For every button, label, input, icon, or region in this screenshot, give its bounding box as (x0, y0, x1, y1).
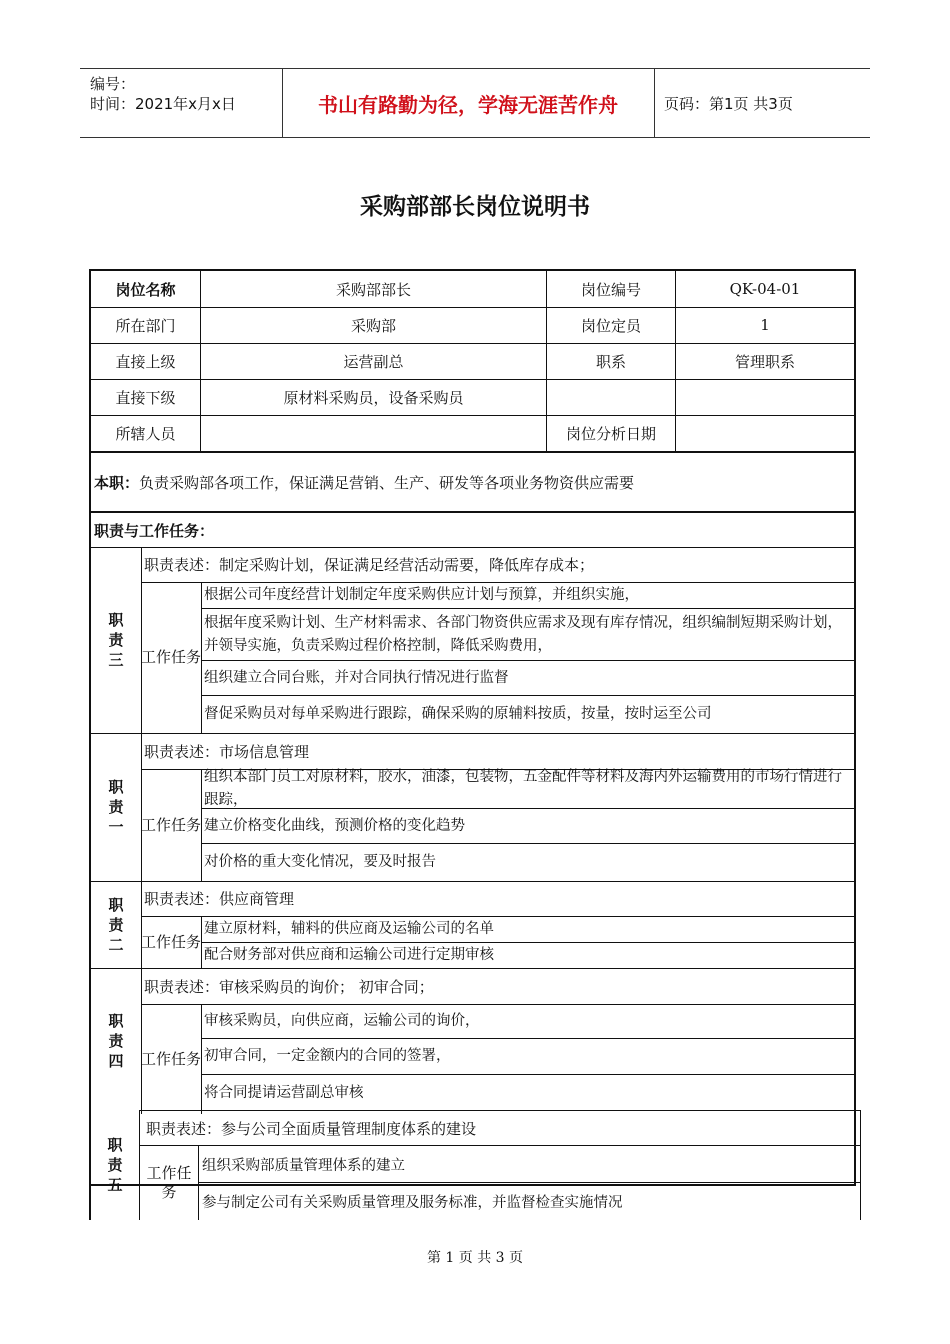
duty-description: 职责表述：供应商管理 (141, 881, 854, 917)
info-value: QK-04-01 (675, 271, 854, 307)
page-header (80, 68, 870, 138)
duty-description: 职责表述：市场信息管理 (141, 733, 854, 770)
info-key: 所辖人员 (115, 424, 176, 443)
task-item: 组织采购部质量管理体系的建立 (199, 1146, 861, 1183)
task-item: 督促采购员对每单采购进行跟踪，确保采购的原辅料按质，按量，按时运至公司 (204, 706, 712, 722)
info-value (200, 415, 546, 451)
info-value: 1 (675, 307, 854, 343)
task-label: 工作任务 (141, 769, 202, 881)
info-value: 采购部 (200, 307, 546, 343)
info-key: 岗位定员 (546, 307, 675, 343)
duty-name-cell (91, 547, 142, 733)
task-label: 工作任务 (141, 582, 202, 733)
core-duty-label: 本职： (94, 473, 140, 492)
info-key: 直接上级 (115, 352, 176, 371)
task-item: 根据公司年度经营计划制定年度采购供应计划与预算，并组织实施， (201, 582, 854, 609)
task-label: 工作任务 (141, 1004, 202, 1114)
duty-section (91, 547, 854, 734)
info-key: 所在部门 (115, 316, 176, 335)
header-meta (80, 69, 283, 137)
task-item: 参与制定公司有关采购质量管理及服务标准，并监督检查实施情况 (199, 1183, 861, 1220)
task-item: 组织建立合同台账，并对合同执行情况进行监督 (201, 661, 854, 696)
doc-time: 时间：2021年x月x日 (90, 95, 236, 113)
task-item: 建立原材料，辅料的供应商及运输公司的名单 (201, 916, 854, 943)
task-item: 审核采购员，向供应商，运输公司的询价， (201, 1004, 854, 1039)
duty-section (91, 733, 854, 882)
task-item: 初审合同，一定金额内的合同的签署， (201, 1039, 854, 1075)
info-key: 直接下级 (115, 388, 176, 407)
doc-number: 编号： (90, 75, 136, 93)
info-value: 原材料采购员，设备采购员 (200, 379, 546, 415)
duty-name: 职责四 (108, 1012, 124, 1070)
info-key: 岗位编号 (546, 271, 675, 307)
duty-name-cell (91, 881, 142, 968)
info-row (91, 307, 854, 344)
info-row (91, 415, 854, 453)
info-value: 管理职系 (675, 343, 854, 379)
info-value (675, 379, 854, 415)
info-value: 运营副总 (200, 343, 546, 379)
duty-section (91, 968, 854, 1114)
task-item: 将合同提请运营副总审核 (204, 1085, 364, 1101)
duty-name-cell (91, 968, 142, 1114)
info-key: 岗位分析日期 (546, 415, 675, 451)
core-duty-text: 负责采购部各项工作，保证满足营销、生产、研发等各项业务物资供应需要 (139, 473, 635, 492)
info-key (546, 379, 675, 415)
duties-header-row (91, 513, 854, 548)
header-motto: 书山有路勤为径，学海无涯苦作舟 (282, 69, 655, 137)
duty-description: 职责表述：制定采购计划，保证满足经营活动需要，降低库存成本； (141, 547, 854, 583)
job-description-table (89, 269, 856, 1186)
duty-description: 职责表述：审核采购员的询价； 初审合同； (141, 968, 854, 1005)
duty-name: 职责二 (108, 895, 124, 954)
core-duty-row (91, 453, 854, 513)
task-item: 建立价格变化曲线，预测价格的变化趋势 (201, 809, 854, 844)
duty-section (91, 881, 854, 969)
duty-section (89, 1110, 861, 1220)
page-title: 采购部部长岗位说明书 (360, 194, 590, 220)
duty-name-cell (89, 1110, 139, 1220)
duty-description: 职责表述：参与公司全面质量管理制度体系的建设 (139, 1110, 861, 1146)
info-value (675, 415, 854, 451)
duty-name: 职责三 (108, 611, 124, 669)
info-row (91, 343, 854, 380)
duty-name: 职责一 (108, 778, 124, 836)
info-row (91, 379, 854, 416)
task-label: 工作任务 (139, 1146, 199, 1220)
duty-name-cell (91, 733, 142, 881)
duties-header: 职责与工作任务： (94, 521, 215, 540)
duty-name: 职责五 (107, 1136, 123, 1194)
info-key: 岗位名称 (115, 280, 176, 299)
task-item: 组织本部门员工对原材料，胶水，油漆，包装物，五金配件等材料及海内外运输费用的市场行情进行跟踪， (201, 769, 854, 809)
task-item: 对价格的重大变化情况，要及时报告 (204, 854, 436, 870)
task-item: 根据年度采购计划、生产材料需求、各部门物资供应需求及现有库存情况，组织编制短期采购计划，并领导实施，负责采购过程价格控制，降低采购费用， (201, 609, 854, 661)
task-item: 配合财务部对供应商和运输公司进行定期审核 (204, 947, 494, 963)
task-label: 工作任务 (141, 916, 202, 968)
info-row (91, 271, 854, 308)
page-footer: 第 1 页 共 3 页 (426, 1250, 524, 1266)
header-page-number: 页码：第1页 共3页 (664, 94, 793, 113)
info-key: 职系 (546, 343, 675, 379)
info-value: 采购部部长 (200, 271, 546, 307)
